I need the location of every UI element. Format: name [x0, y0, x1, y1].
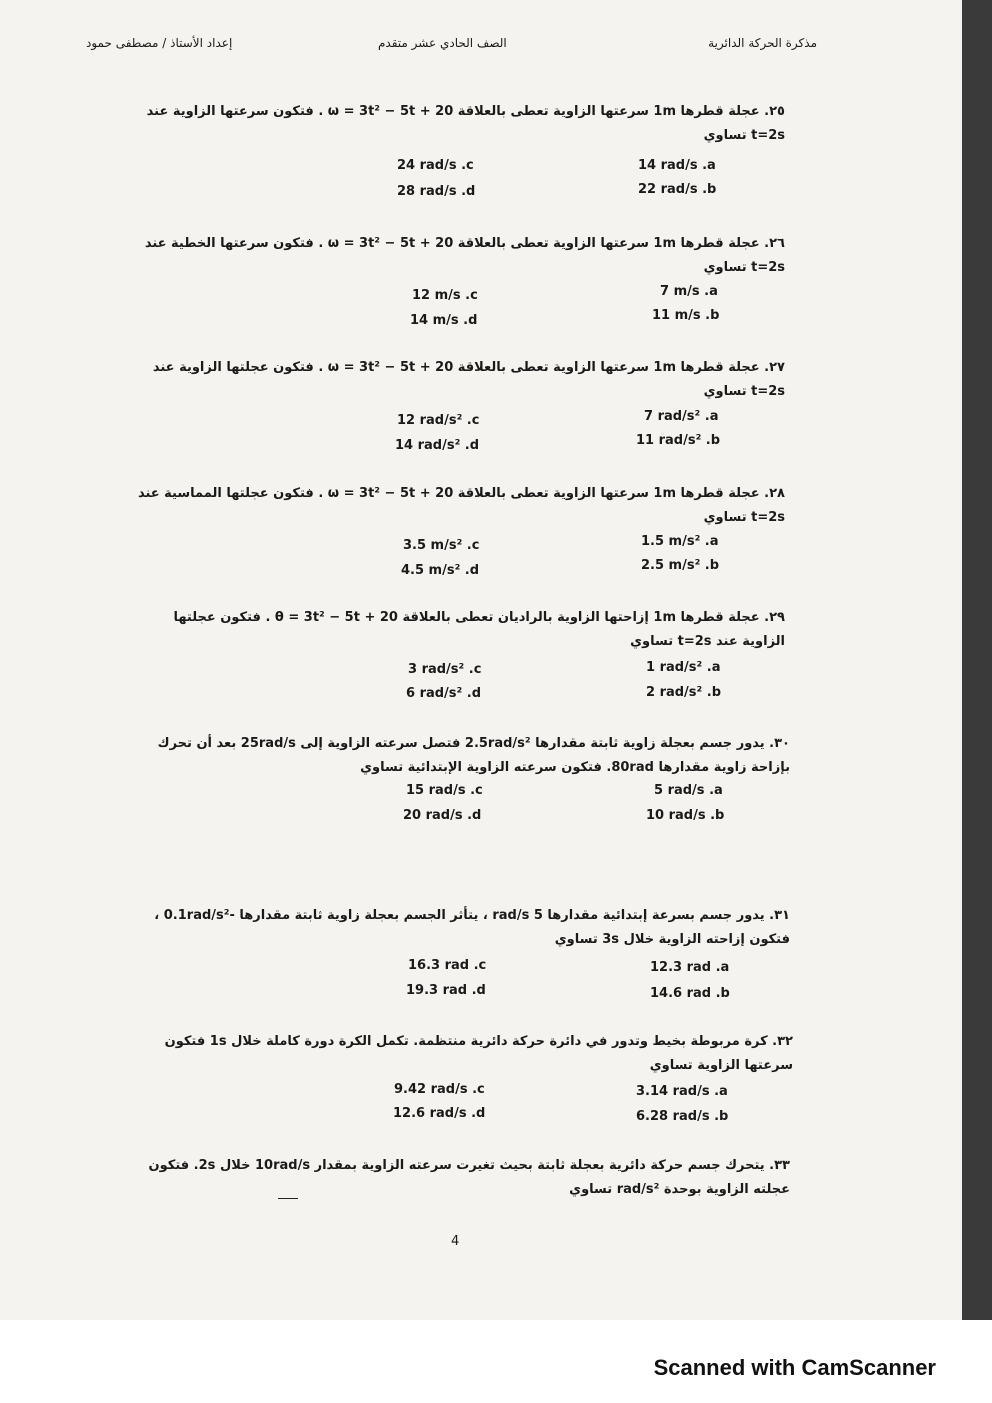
option-a: 5 rad/s .a [654, 783, 723, 798]
option-a: 7 rad/s² .a [644, 409, 719, 424]
question-stem: ٣٣. يتحرك جسم حركة دائرية بعجلة ثابتة بحيث تغيرت سرعته الزاوية بمقدار 10rad/s خلال 2s. فتكون عجلته الزاوية بوحدة rad/s² تساوي [148, 1158, 790, 1197]
option-c: 15 rad/s .c [406, 783, 483, 798]
option-c: 24 rad/s .c [397, 158, 474, 173]
option-d: 28 rad/s .d [397, 184, 476, 199]
question-28 [130, 482, 785, 530]
stray-mark [278, 1198, 298, 1199]
question-stem: ٢٦. عجلة قطرها 1m سرعتها الزاوية تعطى بالعلاقة ω = 3t² − 5t + 20 . فتكون سرعتها الخطية عند t=2s تساوي [144, 236, 785, 275]
question-32 [145, 1030, 793, 1078]
option-a: 3.14 rad/s .a [636, 1084, 728, 1099]
option-d: 20 rad/s .d [403, 808, 482, 823]
option-b: 2.5 m/s² .b [641, 558, 720, 573]
header-author: إعداد الأستاذ / مصطفى حمود [86, 36, 233, 50]
page-number: 4 [451, 1234, 460, 1249]
option-d: 6 rad/s² .d [406, 686, 482, 701]
question-stem: ٣٠. يدور جسم بعجلة زاوية ثابتة مقدارها 2.5rad/s² فتصل سرعته الزاوية إلى 25rad/s بعد أن تحرك بإزاحة زاوية مقدارها 80rad. فتكون سرعته الزاوية الإبتدائية تساوي [157, 736, 790, 775]
page-header [0, 36, 962, 60]
question-stem: ٣١. يدور جسم بسرعة إبتدائية مقدارها 5 rad/s ، يتأثر الجسم بعجلة زاوية ثابتة مقدارها -0.1rad/s² ، فتكون إزاحته الزاوية خلال 3s تساوي [154, 908, 790, 947]
question-29 [130, 606, 785, 654]
header-title: مذكرة الحركة الدائرية [708, 36, 817, 50]
option-a: 7 m/s .a [660, 284, 718, 299]
option-b: 6.28 rad/s .b [636, 1109, 729, 1124]
option-b: 11 m/s .b [652, 308, 720, 323]
header-grade: الصف الحادي عشر متقدم [378, 36, 507, 50]
option-c: 3.5 m/s² .c [403, 538, 480, 553]
question-stem: ٢٥. عجلة قطرها 1m سرعتها الزاوية تعطى بالعلاقة ω = 3t² − 5t + 20 . فتكون سرعتها الزاوية عند t=2s تساوي [146, 104, 785, 143]
question-30 [150, 732, 790, 780]
option-b: 11 rad/s² .b [636, 433, 721, 448]
option-d: 12.6 rad/s .d [393, 1106, 486, 1121]
question-31 [150, 904, 790, 952]
question-26 [130, 232, 785, 280]
option-d: 14 m/s .d [410, 313, 478, 328]
option-b: 2 rad/s² .b [646, 685, 722, 700]
option-c: 12 m/s .c [412, 288, 478, 303]
option-d: 4.5 m/s² .d [401, 563, 480, 578]
question-stem: ٣٢. كرة مربوطة بخيط وتدور في دائرة حركة دائرية منتظمة. تكمل الكرة دورة كاملة خلال 1s فتكون سرعتها الزاوية تساوي [164, 1034, 793, 1073]
option-a: 14 rad/s .a [638, 158, 716, 173]
option-c: 16.3 rad .c [408, 958, 487, 973]
option-b: 14.6 rad .b [650, 986, 730, 1001]
question-stem: ٢٧. عجلة قطرها 1m سرعتها الزاوية تعطى بالعلاقة ω = 3t² − 5t + 20 . فتكون عجلتها الزاوية عند t=2s تساوي [152, 360, 785, 399]
option-b: 22 rad/s .b [638, 182, 717, 197]
question-stem: ٢٩. عجلة قطرها 1m إزاحتها الزاوية بالراديان تعطى بالعلاقة θ = 3t² − 5t + 20 . فتكون عجلتها الزاوية عند t=2s تساوي [173, 610, 785, 649]
question-25 [130, 100, 785, 148]
option-c: 12 rad/s² .c [397, 413, 480, 428]
option-a: 1 rad/s² .a [646, 660, 721, 675]
option-a: 12.3 rad .a [650, 960, 730, 975]
question-33 [125, 1154, 790, 1202]
question-27 [130, 356, 785, 404]
option-c: 9.42 rad/s .c [394, 1082, 485, 1097]
option-d: 14 rad/s² .d [395, 438, 480, 453]
option-a: 1.5 m/s² .a [641, 534, 719, 549]
question-stem: ٢٨. عجلة قطرها 1m سرعتها الزاوية تعطى بالعلاقة ω = 3t² − 5t + 20 . فتكون عجلتها المماسية عند t=2s تساوي [137, 486, 785, 525]
option-d: 19.3 rad .d [406, 983, 486, 998]
scanner-watermark: Scanned with CamScanner [653, 1355, 936, 1380]
option-b: 10 rad/s .b [646, 808, 725, 823]
option-c: 3 rad/s² .c [408, 662, 482, 677]
